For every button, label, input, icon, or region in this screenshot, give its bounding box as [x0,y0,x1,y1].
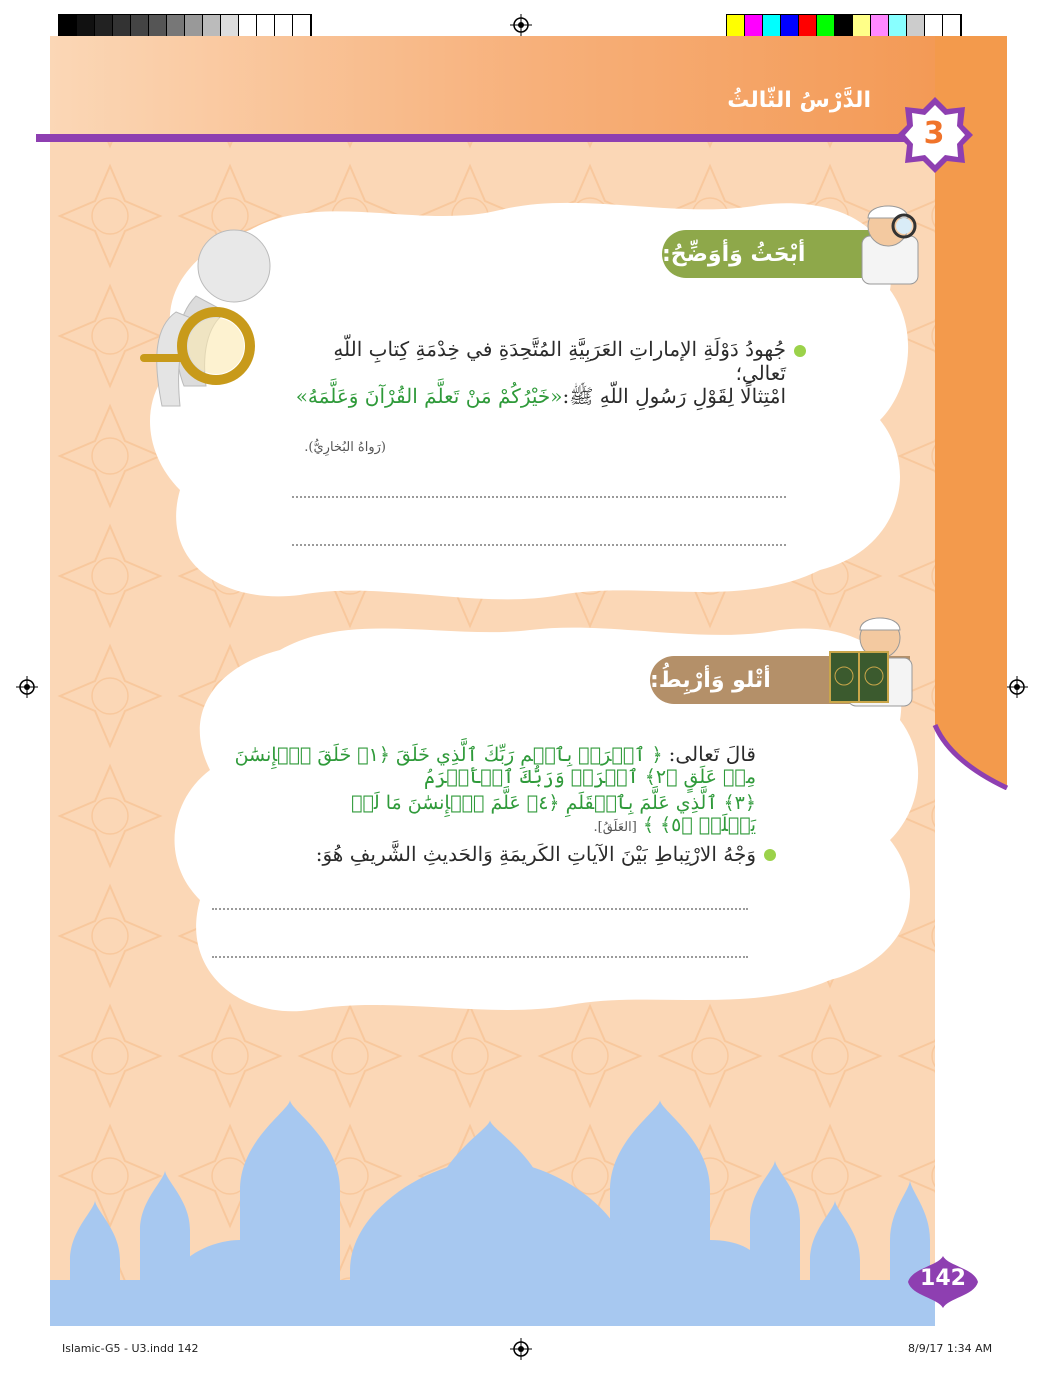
registration-mark-icon [16,676,38,698]
answer-line[interactable] [212,956,748,958]
color-calibration-bar [726,14,962,38]
3d-figure-magnifier-icon [136,216,296,416]
research-tab [662,230,882,278]
answer-line[interactable] [212,908,748,910]
hadith-intro: امْتِثالًا لِقَوْلِ رَسُولِ اللّهِ ﷺ: [562,384,786,408]
side-strip-curve [930,690,1010,790]
hadith-source: (رَواهُ البُخارِيُّ). [304,440,386,455]
registration-mark-icon [510,1338,532,1360]
answer-line[interactable] [292,496,786,498]
bullet-icon [793,344,807,358]
research-tab-label: أبْحَثُ وَأوَضِّحُ: [662,241,806,267]
surah-reference: [العَلَقُ]. [593,820,637,835]
verse-line-1 [196,742,756,788]
lesson-title: الدَّرْسُ الثّالثُ [727,88,871,113]
verse-intro: قالَ تَعالى: [668,742,756,766]
verse-text-2: ﴿٣﴾ ٱلَّذِي عَلَّمَ بِٱلۡقَلَمِ ﴿٤﴾ عَلَّمَ ٱلۡإِنسَٰنَ مَا لَمۡ يَعۡلَمۡ ﴿٥﴾ ﴾ [351,792,756,836]
mosque-silhouette [50,1100,935,1326]
recite-connect-tab-label: أتْلو وَأرْبِطُ: [650,667,771,693]
research-line-2 [286,384,786,413]
header-divider [36,134,936,142]
research-line-1: جُهودُ دَوْلَةِ الإماراتِ العَرَبِيَّةِ المُتَّحِدَةِ في خِدْمَةِ كِتابِ اللّهِ تَعالى؛ [333,337,786,385]
bullet-icon [763,848,777,862]
lesson-number: 3 [923,116,945,151]
grayscale-bar [58,14,312,38]
date-info: 8/9/17 1:34 AM [908,1342,993,1355]
boy-reading-quran-icon [826,608,918,708]
hadith-text: «خَيْرُكُمْ مَنْ تَعلَّمَ القُرْآنَ وَعَلَّمَهُ» [295,384,563,408]
verse-line-2 [300,792,756,836]
file-info: Islamic-G5 - U3.indd 142 [62,1342,199,1355]
header-band [50,36,935,136]
verse-text-1: ﴿ ٱقۡرَأۡ بِٱسۡمِ رَبِّكَ ٱلَّذِي خَلَقَ ﴿١﴾ خَلَقَ ٱلۡإِنسَٰنَ مِنۡ عَلَقٍ ﴿٢﴾ ٱقۡرَأۡ وَرَبُّكَ ٱلۡأَكۡرَمُ [234,744,756,788]
answer-line[interactable] [292,544,786,546]
registration-mark-icon [510,14,532,36]
boy-with-magnifier-icon [858,196,922,286]
connection-question: وَجْهُ الارْتِباطِ بَيْنَ الآياتِ الكَريمَةِ وَالحَديثِ الشَّريفِ هُوَ: [315,842,756,866]
page-number: 142 [920,1266,966,1291]
